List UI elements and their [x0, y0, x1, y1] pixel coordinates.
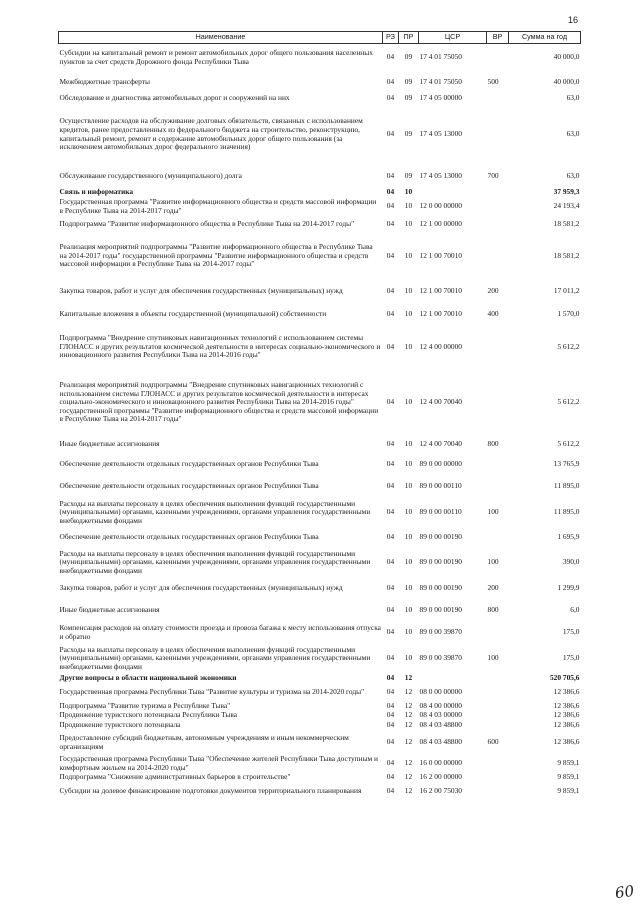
cell-rz: 04 — [386, 737, 395, 747]
cell-pr: 12 — [404, 772, 413, 782]
cell-rz: 04 — [386, 653, 395, 663]
page-number: 16 — [567, 15, 578, 25]
table-row — [59, 476, 581, 498]
cell-pr: 10 — [404, 627, 413, 637]
cell-rz: 04 — [386, 507, 395, 517]
cell-pr: 10 — [404, 341, 413, 351]
cell-rz: 04 — [386, 52, 395, 62]
cell-pr: 10 — [404, 187, 413, 197]
cell-csr — [419, 674, 487, 684]
cell-pr: 10 — [404, 459, 413, 469]
cell-csr — [419, 188, 487, 198]
cell-rz: 04 — [386, 171, 395, 181]
cell-vr — [487, 755, 509, 773]
table-row — [59, 600, 581, 622]
cell-csr: 89 0 00 39870 — [419, 653, 462, 663]
cell-sum: 40 000,0 — [553, 52, 580, 62]
table-row — [59, 720, 581, 731]
cell-name: Обеспечение деятельности отдельных государственных органов Республики Тыва — [59, 459, 319, 469]
cell-pr: 10 — [404, 219, 413, 229]
cell-sum: 5 612,2 — [557, 439, 580, 449]
cell-csr: 12 1 00 00000 — [419, 219, 462, 229]
cell-csr: 12 4 00 00000 — [419, 341, 462, 351]
cell-pr: 10 — [404, 605, 413, 615]
cell-csr: 12 0 00 00000 — [419, 201, 462, 211]
budget-table — [58, 31, 581, 801]
table-row — [59, 674, 581, 684]
cell-vr — [487, 234, 509, 279]
cell-vr: 800 — [487, 605, 499, 615]
cell-csr: 89 0 00 00000 — [419, 459, 462, 469]
cell-csr: 08 4 03 00000 — [419, 709, 462, 719]
cell-pr: 12 — [404, 758, 413, 768]
cell-vr — [487, 104, 509, 166]
cell-sum: 11 895,0 — [553, 507, 580, 517]
cell-pr: 09 — [404, 129, 413, 139]
cell-name: Расходы на выплаты персоналу в целях обеспечения выполнения функций государственными (муниципальными) органами, казенными учреждениями, органами управления государственными внебюджетными фондами — [59, 548, 371, 575]
cell-rz: 04 — [386, 532, 395, 542]
table-row — [59, 234, 581, 279]
cell-sum: 175,0 — [562, 627, 580, 637]
cell-csr: 16 2 00 00000 — [419, 772, 462, 782]
cell-sum: 1 570,0 — [557, 308, 580, 318]
cell-name: Расходы на выплаты персоналу в целях обеспечения выполнения функций государственными (муниципальными) органами, казенными учреждениями, органами управления государственными внебюджетными фондами — [59, 498, 371, 525]
cell-rz: 04 — [386, 308, 395, 318]
cell-sum: 5 612,2 — [557, 397, 580, 407]
cell-pr: 10 — [404, 308, 413, 318]
cell-pr: 10 — [404, 532, 413, 542]
header-name: Наименование — [59, 32, 383, 44]
cell-vr — [487, 454, 509, 476]
cell-sum: 63,0 — [566, 93, 580, 103]
cell-rz: 04 — [386, 397, 395, 407]
table-row — [59, 548, 581, 578]
cell-csr: 12 1 00 70010 — [419, 308, 462, 318]
cell-name: Межбюджетные трансферты — [59, 77, 150, 87]
cell-vr — [487, 370, 509, 436]
table-row — [59, 44, 581, 72]
cell-csr: 17 4 05 00000 — [419, 93, 462, 103]
cell-name: Продвижение туристского потенциала — [59, 719, 181, 729]
cell-name: Капитальные вложения в объекты государственной (муниципальной) собственности — [59, 308, 327, 318]
cell-sum: 63,0 — [566, 171, 580, 181]
cell-csr: 89 0 00 39870 — [419, 627, 462, 637]
cell-name: Осуществление расходов на обслуживание долговых обязательств, связанных с использованием кредитов, ранее предоставленных из федерального бюджета на строительство, реконструкцию, капитальный ремонт, ремонт и содержание автомобильных дорог общего пользования (за исключением автомобильных дорог федерального значения) — [59, 116, 363, 152]
cell-pr: 10 — [404, 557, 413, 567]
cell-rz: 04 — [386, 627, 395, 637]
cell-vr: 200 — [487, 583, 499, 593]
cell-csr: 12 1 00 70010 — [419, 250, 462, 260]
cell-rz: 04 — [386, 758, 395, 768]
cell-sum: 175,0 — [562, 653, 580, 663]
cell-sum: 9 859,1 — [557, 786, 580, 796]
cell-sum: 12 386,6 — [553, 709, 580, 719]
cell-rz: 04 — [386, 700, 395, 710]
cell-name: Подпрограмма "Внедрение спутниковых навигационных технологий с использованием системы ГЛОНАСС и других результатов космической деятельности в интересах социально-экономического и инновационного развития Республики Тыва на 2014-2016 годы" — [59, 333, 381, 360]
cell-sum: 12 386,6 — [553, 737, 580, 747]
cell-sum: 40 000,0 — [553, 77, 580, 87]
cell-sum: 1 695,9 — [557, 532, 580, 542]
cell-rz: 04 — [386, 219, 395, 229]
cell-name: Обследование и диагностика автомобильных дорог и сооружений на них — [59, 93, 290, 103]
cell-name: Реализация мероприятий подпрограммы "Внедрение спутниковых навигационных технологий с использованием системы ГЛОНАСС и других результатов космической деятельности в интересах социально-экономического и инновационного развития Республики Тыва на 2014-2016 годы" государственной программы "Развитие информационного общества и средств массовой информации в Республике Тыва на 2014-2017 годы" — [59, 380, 379, 424]
cell-sum: 9 859,1 — [557, 758, 580, 768]
cell-pr: 09 — [404, 93, 413, 103]
cell-pr: 10 — [404, 285, 413, 295]
cell-vr — [487, 198, 509, 216]
cell-rz: 04 — [386, 557, 395, 567]
table-row — [59, 166, 581, 188]
cell-sum: 18 581,2 — [553, 250, 580, 260]
cell-csr: 89 0 00 00190 — [419, 557, 462, 567]
table-row — [59, 370, 581, 436]
cell-csr: 89 0 00 00190 — [419, 605, 462, 615]
cell-vr: 800 — [487, 439, 499, 449]
cell-name: Обеспечение деятельности отдельных государственных органов Республики Тыва — [59, 532, 319, 542]
cell-csr: 08 0 00 00000 — [419, 687, 462, 697]
cell-vr: 600 — [487, 737, 499, 747]
cell-rz: 04 — [386, 719, 395, 729]
cell-rz: 04 — [386, 341, 395, 351]
cell-name: Государственная программа Республики Тыва "Развитие культуры и туризма на 2014-2020 годы" — [59, 687, 365, 697]
cell-csr: 12 1 00 70010 — [419, 285, 462, 295]
header-pr: ПР — [399, 32, 419, 44]
table-row — [59, 755, 581, 773]
cell-rz: 04 — [386, 201, 395, 211]
cell-name: Иные бюджетные ассигнования — [59, 439, 160, 449]
cell-rz: 04 — [386, 709, 395, 719]
cell-rz: 04 — [386, 459, 395, 469]
cell-name: Продвижение туристского потенциала Республики Тыва — [59, 709, 238, 719]
cell-vr — [487, 684, 509, 702]
cell-csr: 12 4 00 70040 — [419, 397, 462, 407]
cell-vr — [487, 216, 509, 234]
cell-name: Субсидии на капитальный ремонт и ремонт автомобильных дорог общего пользования населенных пунктов за счет средств Дорожного фонда Республики Тыва — [59, 48, 373, 66]
cell-pr: 12 — [404, 687, 413, 697]
table-row — [59, 528, 581, 548]
cell-pr: 12 — [404, 709, 413, 719]
cell-pr: 12 — [404, 700, 413, 710]
cell-rz: 04 — [386, 285, 395, 295]
cell-vr — [487, 325, 509, 370]
table-row — [59, 104, 581, 166]
cell-csr: 17 4 05 13000 — [419, 129, 462, 139]
cell-rz: 04 — [386, 187, 395, 197]
cell-pr: 12 — [404, 673, 413, 683]
cell-vr: 400 — [487, 308, 499, 318]
cell-rz: 04 — [386, 786, 395, 796]
cell-name: Реализация мероприятий подпрограммы "Развитие информационного общества в Республике Тыва на 2014-2017 годы" государственной программы "Развитие информационного общества и средств массовой информации в Республике Тыва на 2014-2017 годы" — [59, 242, 373, 269]
cell-vr — [487, 674, 509, 684]
cell-csr: 08 4 03 48800 — [419, 737, 462, 747]
cell-vr — [487, 702, 509, 711]
cell-rz: 04 — [386, 250, 395, 260]
cell-name: Иные бюджетные ассигнования — [59, 605, 160, 615]
cell-pr: 10 — [404, 201, 413, 211]
cell-sum: 1 299,9 — [557, 583, 580, 593]
table-row — [59, 684, 581, 702]
cell-rz: 04 — [386, 605, 395, 615]
cell-rz: 04 — [386, 687, 395, 697]
cell-pr: 12 — [404, 719, 413, 729]
cell-pr: 10 — [404, 583, 413, 593]
cell-vr: 200 — [487, 285, 499, 295]
cell-pr: 10 — [404, 250, 413, 260]
cell-pr: 12 — [404, 786, 413, 796]
table-row — [59, 72, 581, 94]
header-csr: ЦСР — [419, 32, 487, 44]
cell-rz: 04 — [386, 481, 395, 491]
cell-csr: 08 4 00 00000 — [419, 700, 462, 710]
cell-name: Государственная программа "Развитие информационного общества и средств массовой информации в Республике Тыва на 2014-2017 годы" — [59, 196, 377, 215]
cell-name: Обслуживание государственного (муниципального) долга — [59, 171, 242, 181]
cell-vr — [487, 188, 509, 198]
cell-pr: 12 — [404, 737, 413, 747]
cell-sum: 12 386,6 — [553, 719, 580, 729]
cell-csr: 08 4 03 48800 — [419, 719, 462, 729]
header-rz: РЗ — [383, 32, 399, 44]
table-row — [59, 711, 581, 720]
cell-csr: 17 4 05 13000 — [419, 171, 462, 181]
cell-sum: 13 765,9 — [553, 459, 580, 469]
table-row — [59, 783, 581, 801]
cell-vr — [487, 528, 509, 548]
cell-pr: 10 — [404, 653, 413, 663]
cell-pr: 09 — [404, 77, 413, 87]
cell-name: Закупка товаров, работ и услуг для обеспечения государственных (муниципальных) нужд — [59, 583, 343, 593]
cell-sum: 24 193,4 — [553, 201, 580, 211]
table-row — [59, 773, 581, 783]
cell-csr: 16 0 00 00000 — [419, 758, 462, 768]
cell-vr — [487, 711, 509, 720]
handwritten-page-mark: 60 — [613, 881, 636, 903]
cell-vr: 100 — [487, 557, 499, 567]
cell-rz: 04 — [386, 129, 395, 139]
cell-name: Обеспечение деятельности отдельных государственных органов Республики Тыва — [59, 481, 319, 491]
cell-sum: 5 612,2 — [557, 341, 580, 351]
cell-sum: 12 386,6 — [553, 700, 580, 710]
cell-csr: 17 4 01 75050 — [419, 77, 462, 87]
cell-sum: 390,0 — [562, 557, 580, 567]
cell-sum: 18 581,2 — [553, 219, 580, 229]
cell-name: Государственная программа Республики Тыва "Обеспечение жителей Республики Тыва доступным и комфортным жильем на 2014-2020 годы" — [59, 753, 379, 772]
cell-csr: 89 0 00 00190 — [419, 583, 462, 593]
table-row — [59, 498, 581, 528]
cell-pr: 10 — [404, 439, 413, 449]
cell-rz: 04 — [386, 583, 395, 593]
cell-pr: 09 — [404, 52, 413, 62]
cell-vr — [487, 773, 509, 783]
table-row — [59, 622, 581, 644]
cell-sum: 37 959,3 — [553, 187, 580, 197]
table-row — [59, 731, 581, 755]
cell-csr: 12 4 00 70040 — [419, 439, 462, 449]
cell-name: Субсидии на долевое финансирование подготовки документов территориального планирования — [59, 786, 362, 796]
cell-vr: 500 — [487, 77, 499, 87]
cell-sum: 6,0 — [570, 605, 580, 615]
cell-name: Другие вопросы в области национальной экономики — [59, 673, 237, 683]
cell-sum: 9 859,1 — [557, 772, 580, 782]
table-row — [59, 216, 581, 234]
cell-pr: 10 — [404, 397, 413, 407]
table-row — [59, 94, 581, 104]
cell-vr — [487, 476, 509, 498]
table-row — [59, 454, 581, 476]
cell-name: Подпрограмма "Снижение административных барьеров в строительстве" — [59, 772, 291, 782]
cell-vr: 100 — [487, 653, 499, 663]
cell-rz: 04 — [386, 673, 395, 683]
cell-vr — [487, 622, 509, 644]
cell-csr: 89 0 00 00110 — [419, 507, 462, 517]
cell-name: Расходы на выплаты персоналу в целях обеспечения выполнения функций государственными (муниципальными) органами, казенными учреждениями, органами управления государственными внебюджетными фондами — [59, 644, 371, 671]
cell-vr: 700 — [487, 171, 499, 181]
table-row — [59, 188, 581, 198]
cell-vr — [487, 720, 509, 731]
table-row — [59, 578, 581, 600]
cell-sum: 17 011,2 — [553, 285, 580, 295]
cell-name: Предоставление субсидий бюджетным, автономным учреждениям и иным некоммерческим организациям — [59, 732, 349, 751]
cell-vr: 100 — [487, 507, 499, 517]
cell-sum: 12 386,6 — [553, 687, 580, 697]
cell-vr — [487, 94, 509, 104]
table-row — [59, 198, 581, 216]
cell-vr — [487, 783, 509, 801]
cell-rz: 04 — [386, 93, 395, 103]
cell-name: Закупка товаров, работ и услуг для обеспечения государственных (муниципальных) нужд — [59, 285, 343, 295]
table-row — [59, 644, 581, 674]
header-sum: Сумма на год — [509, 32, 581, 44]
table-row — [59, 279, 581, 304]
table-row — [59, 304, 581, 325]
cell-sum: 520 705,6 — [549, 673, 580, 683]
cell-vr — [487, 44, 509, 72]
cell-pr: 10 — [404, 507, 413, 517]
cell-csr: 16 2 00 75030 — [419, 786, 462, 796]
cell-rz: 04 — [386, 772, 395, 782]
cell-sum: 63,0 — [566, 129, 580, 139]
cell-name: Компенсация расходов на оплату стоимости проезда и провоза багажа к месту использования отпуска и обратно — [59, 622, 381, 641]
table-row — [59, 436, 581, 454]
table-row — [59, 325, 581, 370]
cell-csr: 89 0 00 00110 — [419, 481, 462, 491]
cell-pr: 10 — [404, 481, 413, 491]
cell-rz: 04 — [386, 439, 395, 449]
cell-csr: 89 0 00 00190 — [419, 532, 462, 542]
cell-rz: 04 — [386, 77, 395, 87]
header-vr: ВР — [487, 32, 509, 44]
cell-name: Подпрограмма "Развитие туризма в Республике Тыва" — [59, 700, 231, 710]
cell-sum: 11 895,0 — [553, 481, 580, 491]
table-header-row — [59, 32, 581, 44]
cell-name: Подпрограмма "Развитие информационного общества в Республике Тыва на 2014-2017 годы" — [59, 219, 355, 229]
cell-pr: 09 — [404, 171, 413, 181]
cell-csr: 17 4 01 75050 — [419, 52, 462, 62]
cell-name: Связь и информатика — [59, 187, 134, 197]
